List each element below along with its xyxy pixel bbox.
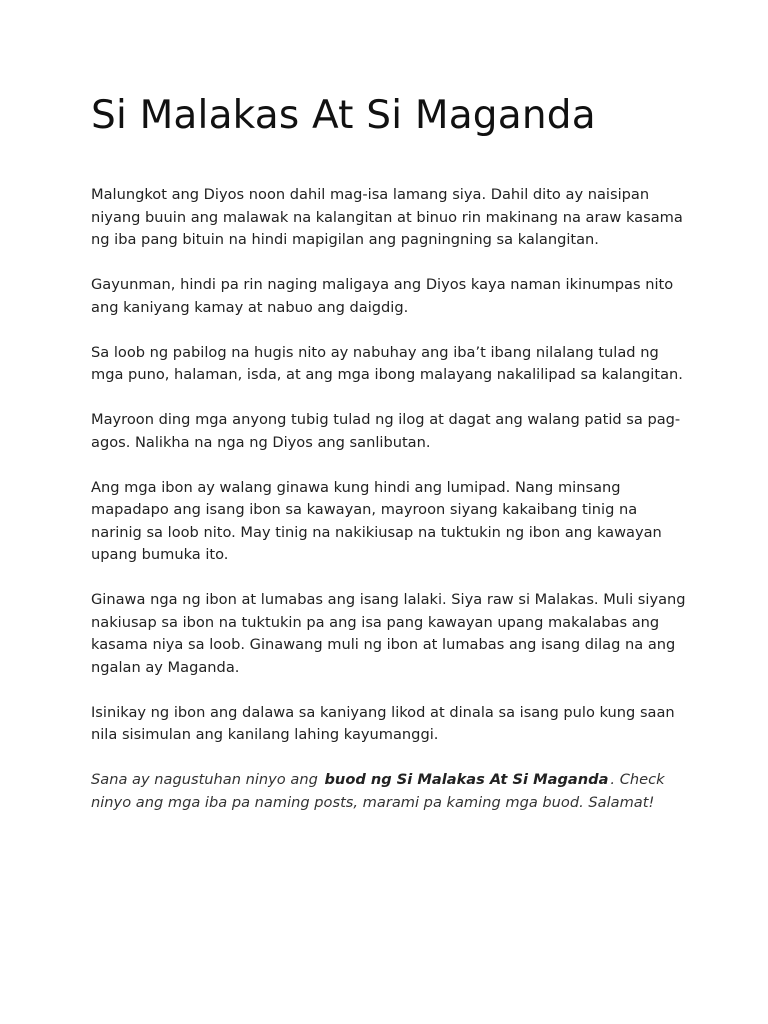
document-body — [91, 184, 691, 814]
closing-paragraph — [91, 769, 691, 814]
closing-text-before: Sana ay nagustuhan ninyo ang — [91, 771, 323, 788]
paragraph-7: Isinikay ng ibon ang dalawa sa kaniyang likod at dinala sa isang pulo kung saan nila sisimulan ang kanilang lahing kayumanggi. — [91, 703, 675, 743]
paragraph-5: Ang mga ibon ay walang ginawa kung hindi ang lumipad. Nang minsang mapadapo ang isang ibon sa kawayan, mayroon siyang kakaibang tinig na narinig sa loob nito. May tinig na nakikiusap na tuktukin ng ibon ang kawayan upang bumuka ito. — [91, 478, 662, 563]
paragraph-4: Mayroon ding mga anyong tubig tulad ng ilog at dagat ang walang patid sa pag-agos. Nalikha na nga ng Diyos ang sanlibutan. — [91, 411, 681, 451]
summary-link[interactable]: buod ng Si Malakas At Si Maganda — [324, 771, 609, 788]
paragraph-6: Ginawa nga ng ibon at lumabas ang isang lalaki. Siya raw si Malakas. Muli siyang nakiusap sa ibon na tuktukin pa ang isa pang kawayan upang makalabas ang kasama niya sa loob. Ginawang muli ng ibon at lumabas ang isang dilag na ang ngalan ay Maganda. — [91, 591, 686, 676]
document-title: Si Malakas At Si Maganda — [91, 93, 596, 138]
paragraph-3: Sa loob ng pabilog na hugis nito ay nabuhay ang iba’t ibang nilalang tulad ng mga puno, halaman, isda, at ang mga ibong malayang nakalilipad sa kalangitan. — [91, 343, 683, 383]
paragraph-1: Malungkot ang Diyos noon dahil mag-isa lamang siya. Dahil dito ay naisipan niyang buuin ang malawak na kalangitan at binuo rin makinang na araw kasama ng iba pang bituin na hindi mapigilan ang pagningning sa kalangitan. — [91, 186, 683, 248]
closing-text-after: . Check ninyo ang mga iba pa naming posts, marami pa kaming mga buod. Salamat! — [91, 771, 665, 811]
paragraph-2: Gayunman, hindi pa rin naging maligaya ang Diyos kaya naman ikinumpas nito ang kaniyang kamay at nabuo ang daigdig. — [91, 276, 674, 316]
